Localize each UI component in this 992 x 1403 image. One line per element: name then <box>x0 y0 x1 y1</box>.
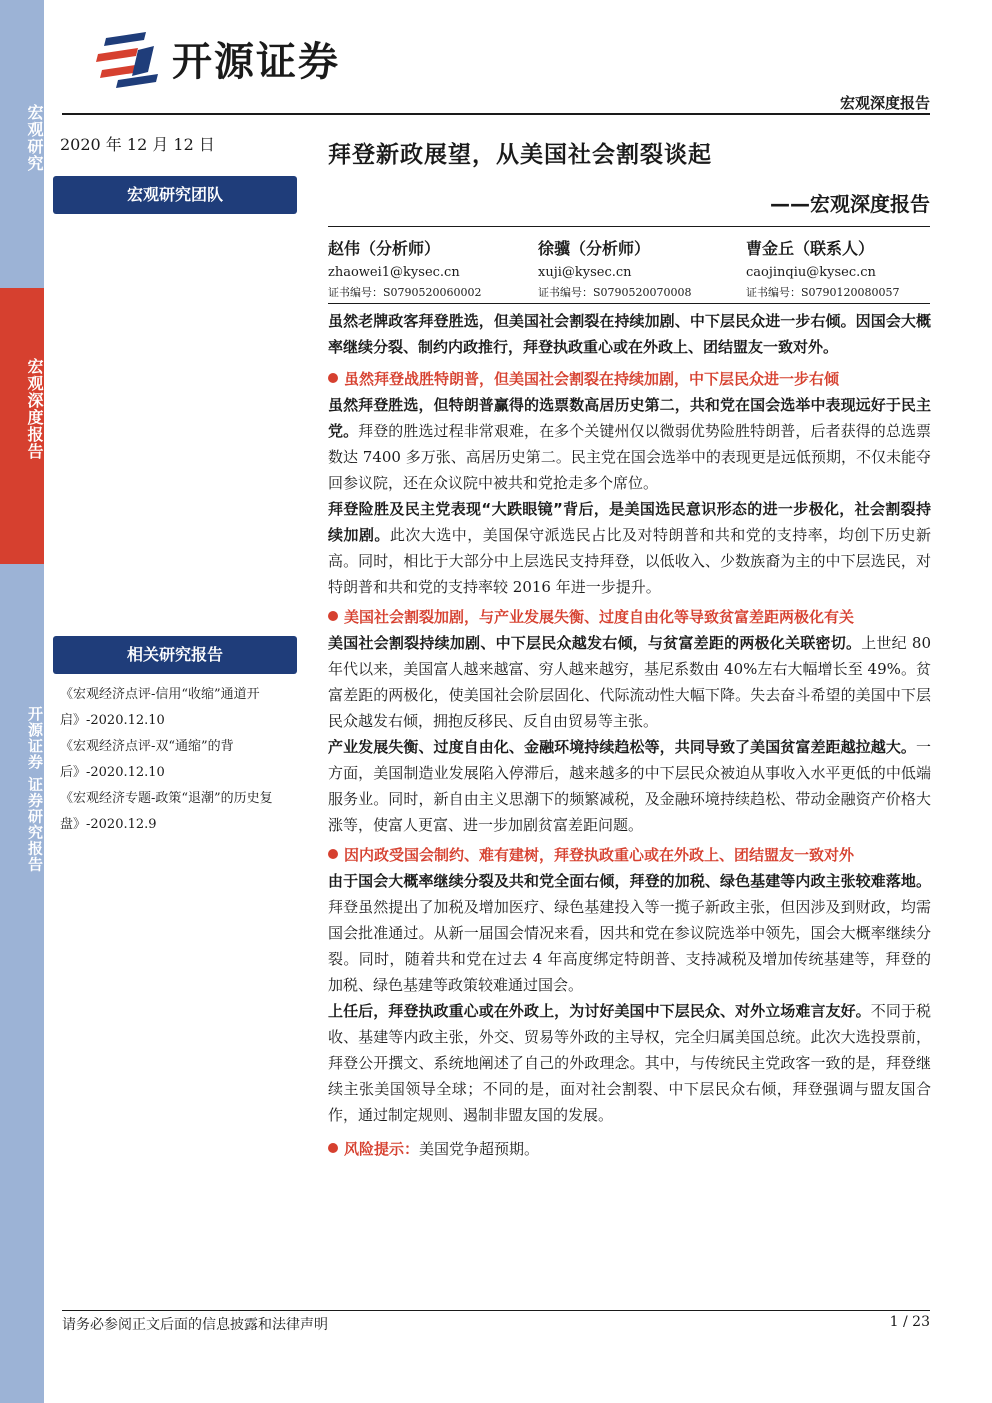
sidebar-mid <box>0 288 44 564</box>
analyst-card <box>538 236 738 302</box>
analyst-name: 赵伟（分析师） <box>328 239 441 258</box>
logo-text: 开源证券 <box>172 39 340 85</box>
team-label: 宏观研究团队 <box>53 176 297 214</box>
footer-divider <box>62 1310 930 1311</box>
analyst-email[interactable]: zhaowei1@kysec.cn <box>328 265 460 280</box>
report-body <box>328 308 931 1162</box>
footer-disclaimer: 请务必参阅正文后面的信息披露和法律声明 <box>62 1317 328 1333</box>
page-subtitle: ——宏观深度报告 <box>770 192 930 216</box>
sidebar-mid-label: 宏观深度报告 <box>25 358 44 460</box>
paragraph: 虽然拜登胜选，但特朗普赢得的选票数高居历史第二，共和党在国会选举中表现远好于民主党。拜登的胜选过程非常艰难，在多个关键州仅以微弱优势险胜特朗普，后者获得的总选票数达 7400 多万张、高居历史第二。民主党在国会选举中的表现更是远低预期，不仅未能夺回参议院，还在众议院中被共和党抢走多个席位。 <box>328 396 931 492</box>
analyst-card <box>746 236 946 302</box>
section-heading: 美国社会割裂加剧，与产业发展失衡、过度自由化等导致贫富差距两极化有关 <box>328 604 931 630</box>
analyst-name: 徐骥（分析师） <box>538 239 651 258</box>
analyst-cert: 证书编号：S0790520060002 <box>328 286 482 299</box>
sidebar-bottom <box>0 564 44 1403</box>
analyst-card <box>328 236 528 302</box>
analyst-name: 曹金丘（联系人） <box>746 239 875 258</box>
paragraph: 由于国会大概率继续分裂及共和党全面右倾，拜登的加税、绿色基建等内政主张较难落地。拜登虽然提出了加税及增加医疗、绿色基建投入等一揽子新政主张，但因涉及到财政，均需国会批准通过。从新一届国会情况来看，因共和党在参议院选举中领先，国会大概率继续分裂。同时，随着共和党在过去 4 年高度绑定特朗普、支持减税及增加传统基建等，拜登的加税、绿色基建等政策较难通过国会。 <box>328 872 931 994</box>
bullet-icon <box>328 611 338 621</box>
title-divider <box>328 226 930 227</box>
report-type-header: 宏观深度报告 <box>839 94 930 112</box>
logo-mark-icon <box>88 28 178 92</box>
bullet-icon <box>328 373 338 383</box>
paragraph: 产业发展失衡、过度自由化、金融环境持续趋松等，共同导致了美国贫富差距越拉越大。一方面，美国制造业发展陷入停滞后，越来越多的中下层民众被迫从事收入水平更低的中低端服务业。同时，新自由主义思潮下的频繁减税，及金融环境持续趋松、带动金融资产价格大涨等，使富人更富、进一步加剧贫富差距问题。 <box>328 738 931 834</box>
analyst-cert: 证书编号：S0790120080057 <box>746 286 900 299</box>
summary-intro: 虽然老牌政客拜登胜选，但美国社会割裂在持续加剧、中下层民众进一步右倾。因国会大概率继续分裂、制约内政推行，拜登执政重心或在外政上、团结盟友一致对外。 <box>328 312 931 356</box>
paragraph: 美国社会割裂持续加剧、中下层民众越发右倾，与贫富差距的两极化关联密切。上世纪 80 年代以来，美国富人越来越富、穷人越来越穷，基尼系数由 40%左右大幅增长至 49%。贫富差距的两极化，使美国社会阶层固化、代际流动性大幅下降。失去奋斗希望的美国中下层民众越发右倾，拥抱反移民、反自由贸易等主张。 <box>328 634 931 730</box>
sidebar-bottom-label: 开源证券 证券研究报告 <box>26 706 44 873</box>
bullet-icon <box>328 1143 338 1153</box>
risk-note: 风险提示：美国党争超预期。 <box>328 1136 931 1162</box>
section-heading: 虽然拜登战胜特朗普，但美国社会割裂在持续加剧，中下层民众进一步右倾 <box>328 366 931 392</box>
page-title: 拜登新政展望，从美国社会割裂谈起 <box>328 142 712 168</box>
sidebar-top <box>0 0 44 288</box>
related-reports-label: 相关研究报告 <box>53 636 297 674</box>
related-report-link[interactable]: 《宏观经济专题-政策“退潮”的历史复盘》-2020.12.9 <box>60 791 273 832</box>
analyst-divider <box>328 303 930 304</box>
analyst-email[interactable]: caojinqiu@kysec.cn <box>746 265 876 280</box>
sidebar-top-label: 宏观研究 <box>25 104 44 172</box>
section-heading: 因内政受国会制约、难有建树，拜登执政重心或在外政上、团结盟友一致对外 <box>328 842 931 868</box>
analyst-email[interactable]: xuji@kysec.cn <box>538 265 632 280</box>
paragraph: 上任后，拜登执政重心或在外政上，为讨好美国中下层民众、对外立场难言友好。不同于税收、基建等内政主张，外交、贸易等外政的主导权，完全归属美国总统。此次大选投票前，拜登公开撰文、系统地阐述了自己的外政理念。其中，与传统民主党政客一致的是，拜登继续主张美国领导全球；不同的是，面对社会割裂、中下层民众右倾，拜登强调与盟友国合作，通过制定规则、遏制非盟友国的发展。 <box>328 1002 931 1124</box>
analyst-cert: 证书编号：S0790520070008 <box>538 286 692 299</box>
report-date: 2020 年 12 月 12 日 <box>60 135 215 154</box>
related-report-link[interactable]: 《宏观经济点评-双“通缩”的背后》-2020.12.10 <box>60 739 234 780</box>
page-number: 1 / 23 <box>889 1314 930 1330</box>
paragraph: 拜登险胜及民主党表现“大跌眼镜”背后，是美国选民意识形态的进一步极化，社会割裂持续加剧。此次大选中，美国保守派选民占比及对特朗普和共和党的支持率，均创下历史新高。同时，相比于大部分中上层选民支持拜登，以低收入、少数族裔为主的中下层选民，对特朗普和共和党的支持率较 2016 年进一步提升。 <box>328 500 931 596</box>
related-reports-list <box>60 682 308 838</box>
header-divider <box>62 113 930 115</box>
related-report-link[interactable]: 《宏观经济点评-信用“收缩”通道开启》-2020.12.10 <box>60 687 260 728</box>
bullet-icon <box>328 849 338 859</box>
